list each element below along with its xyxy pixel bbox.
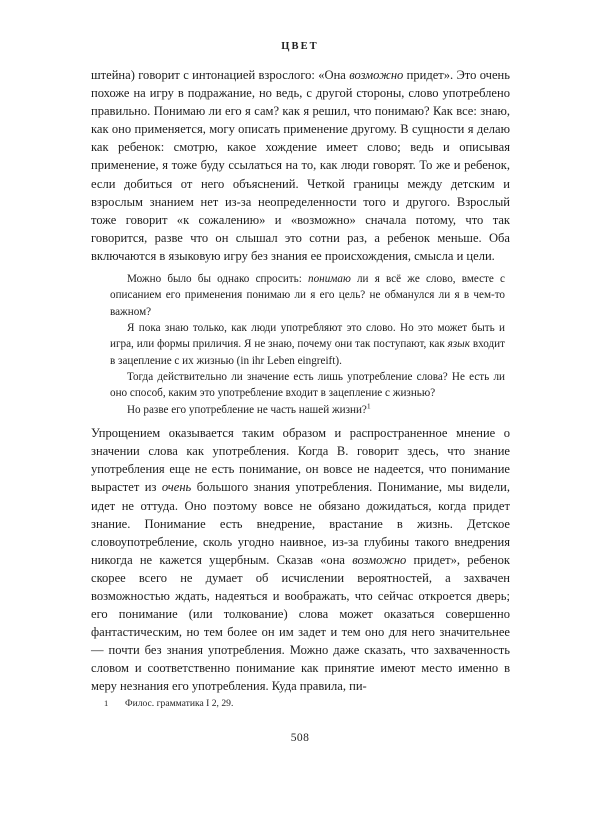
quote-paragraph-4: Но разве его употребление не часть нашей жизни?$^1$ xyxy=(127,401,371,416)
running-head: ЦВЕТ xyxy=(281,41,319,52)
footnote-number: 1 xyxy=(104,698,109,708)
quote-paragraph-3: Тогда действительно ли значение есть лишь употребление слова? Не есть ли оно способ, каким это употребление входит в зацепление с жизнью? xyxy=(110,371,505,400)
footnote-1 xyxy=(104,697,504,710)
quote-paragraph-2: Я пока знаю только, как люди употребляют это слово. Но это может быть и игра, или формы приличия. Я не знаю, почему они так поступают, как язык входит в зацепление с их жизнью (in ihr Leben eingreift). xyxy=(110,322,505,367)
text-column xyxy=(91,66,510,696)
quote-paragraph-1: Можно было бы однако спросить: понимаю ли я всё же слово, вместе с описанием его применения понимаю ли я его цель? не обманулся ли я в чем-то важном? xyxy=(110,273,505,318)
block-quote xyxy=(91,271,510,418)
footnote-text: Филос. грамматика I 2, 29. xyxy=(125,698,234,709)
page-number: 508 xyxy=(290,731,310,744)
body-paragraph-2: Упрощением оказывается таким образом и распространенное мнение о значении слова как употребления. Когда В. говорит здесь, что знание употребления еще не есть понимание, он вовсе не надеется, что понимание вырастет из очень большого знания употребления. Понимание, мы видели, идет не оттуда. Оно поэтому вовсе не обязано дожидаться, когда придет знание. Понимание есть внедрение, врастание в жизнь. Детское словоупотребление, сколь угодно наивное, из-за глубины такого внедрения никогда не кажется ущербным. Сказав «она возможно придет», ребенок скорее всего не думает об исчислении вероятностей, а захвачен возможностью ждать, надеяться и воображать, что сейчас откроется дверь; его понимание (или толкование) слова может оказаться совершенно фантастическим, но тем более он им задет и тем оно для него значительнее — почти без знания употребления. Можно даже сказать, что захваченность словом и соответственно понимание как принятие имеют место именно в меру незнания его употребления. Куда правила, пи- xyxy=(91,426,510,694)
body-paragraph-1: штейна) говорит с интонацией взрослого: «Она возможно придет». Это очень похоже на игру в подражание, но ведь, с другой стороны, слово употреблено правильно. Понимаю ли его я сам? как я решил, что понимаю? Как все: знаю, как оно применяется, могу описать применение другому. В сущности я делаю как ребенок: смотрю, какое хождение имеет слово; ведь и описывая применение, я тоже буду ссылаться на то, как люди говорят. То же и ребенок, если добиться от него объяснений. Четкой границы между детским и взрослым знанием нет из-за неопределенности того и другого. Взрослый тоже говорит «к сожалению» и «возможно» сначала потому, что так говорится, разве что он слышал это сотни раз, а ребенок меньше. Оба включаются в языковую игру без знания ее происхождения, смысла и цели. xyxy=(91,68,510,263)
footnote-area xyxy=(104,697,504,710)
